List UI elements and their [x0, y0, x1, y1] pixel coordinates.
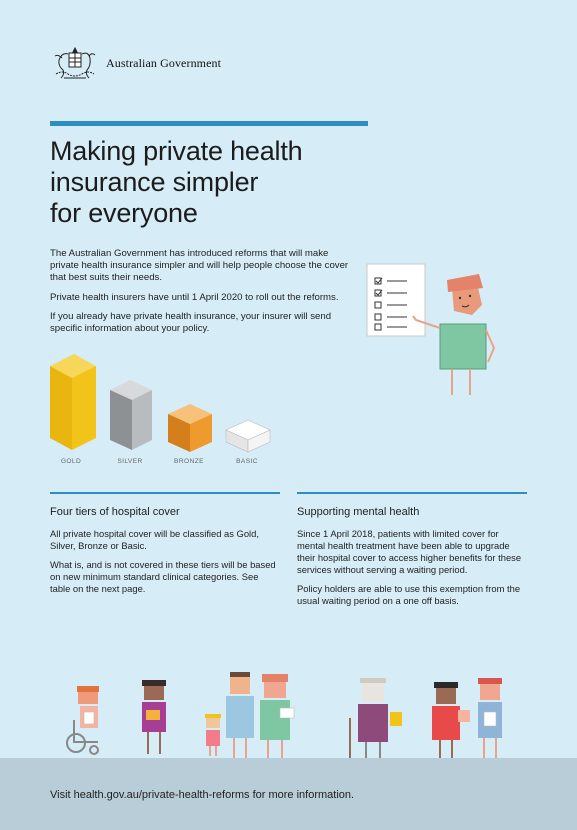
brand-name: Australian Government: [106, 55, 222, 70]
title-accent-rule: [50, 121, 368, 126]
person-woman-purple: [142, 680, 166, 754]
checklist-presenter-illustration: [362, 258, 502, 398]
silver-block: [110, 380, 152, 450]
person-wheelchair: [67, 686, 99, 754]
coat-of-arms-icon: [50, 44, 100, 82]
intro-paragraph: The Australian Government has introduced reforms that will make private health insurance simpler and will help people choose the cover that best suits their needs.: [50, 248, 349, 284]
section-hospital-cover: [50, 492, 280, 602]
section-paragraph: All private hospital cover will be classified as Gold, Silver, Bronze or Basic.: [50, 527, 259, 551]
tier-label-basic: BASIC: [236, 458, 258, 465]
person-man-blue: [226, 672, 254, 758]
footer-link-text[interactable]: Visit health.gov.au/private-health-reforms for more information.: [50, 789, 355, 801]
person-elderly-man: [350, 678, 402, 758]
bronze-block: [168, 404, 212, 452]
page-title: [50, 136, 370, 229]
government-brand: [50, 44, 221, 82]
person-child: [205, 714, 221, 756]
person-woman-red: [432, 682, 470, 758]
people-group-illustration: [60, 668, 520, 763]
title-line-1: Making private health: [50, 136, 303, 166]
person-woman-blue: [478, 678, 502, 758]
section-heading: Supporting mental health: [297, 505, 420, 518]
tier-blocks-illustration: [44, 350, 284, 455]
tier-label-bronze: BRONZE: [174, 458, 204, 465]
intro-paragraph: If you already have private health insurance, your insurer will send specific information about your policy.: [50, 310, 332, 335]
section-paragraph: Policy holders are able to use this exemption from the usual waiting period on a one off basis.: [297, 582, 521, 606]
gold-block: [50, 354, 96, 450]
section-rule: [297, 492, 527, 494]
basic-block: [226, 420, 270, 452]
section-mental-health: [297, 492, 527, 614]
intro-paragraph: Private health insurers have until 1 April 2020 to roll out the reforms.: [50, 291, 339, 303]
title-line-2: insurance simpler: [50, 167, 259, 197]
tier-label-silver: SILVER: [117, 458, 143, 465]
section-heading: Four tiers of hospital cover: [50, 505, 180, 518]
title-line-3: for everyone: [50, 198, 198, 228]
tier-label-gold: GOLD: [60, 458, 82, 465]
section-paragraph: What is, and is not covered in these tiers will be based on new minimum standard clinical categories. See table on the next page.: [50, 558, 276, 594]
section-paragraph: Since 1 April 2018, patients with limited cover for mental health treatment have been able to upgrade their hospital cover to access higher benefits for these services without serving a waiting period.: [297, 527, 522, 575]
section-rule: [50, 492, 280, 494]
intro-text: [50, 248, 350, 342]
person-woman-green: [260, 674, 294, 758]
